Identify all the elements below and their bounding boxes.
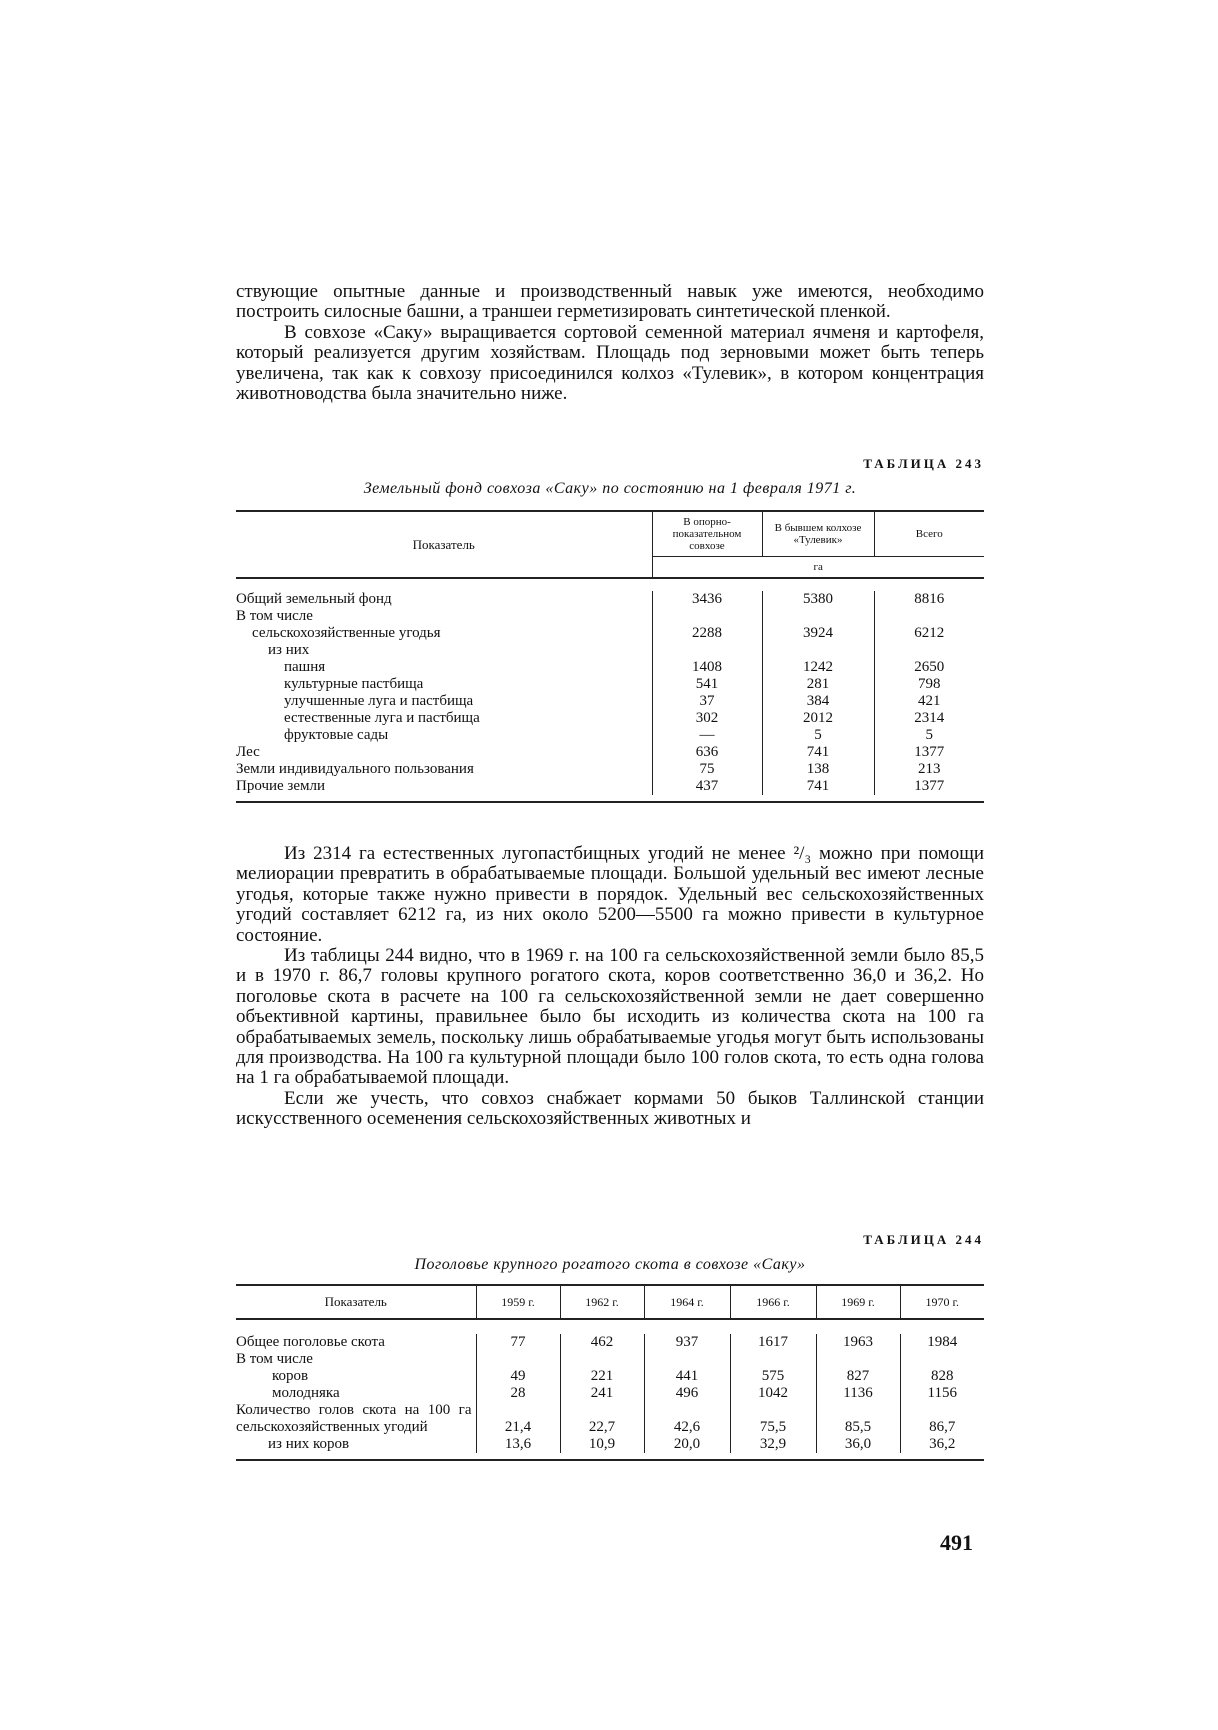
table-cell: 5 [874, 727, 984, 744]
table-cell: 636 [652, 744, 762, 761]
table-cell: 8816 [874, 591, 984, 608]
column-header: Показатель [324, 1294, 387, 1309]
table-cell: 1408 [652, 659, 762, 676]
table-cell: 28 [476, 1385, 560, 1402]
column-header: 1969 г. [816, 1285, 900, 1319]
table-cell: 302 [652, 710, 762, 727]
row-label: Земли индивидуального пользования [236, 761, 474, 777]
table-cell: 541 [652, 676, 762, 693]
table-cell: 741 [762, 744, 874, 761]
table-cell [762, 608, 874, 625]
row-label: из них коров [268, 1436, 350, 1452]
table-cell: — [652, 727, 762, 744]
table-cell: 462 [560, 1334, 644, 1351]
table-cell: 42,6 [644, 1402, 730, 1436]
table-row [236, 1436, 984, 1453]
table-cell [730, 1351, 816, 1368]
table-caption: Земельный фонд совхоза «Саку» по состоянию на 1 февраля 1971 г. [363, 480, 857, 497]
row-label: Прочие земли [236, 778, 326, 794]
table-cell [874, 608, 984, 625]
table-cell [560, 1351, 644, 1368]
table-cell: 213 [874, 761, 984, 778]
unit-header: га [652, 557, 984, 579]
column-header: 1959 г. [476, 1285, 560, 1319]
table-cell: 77 [476, 1334, 560, 1351]
page-number: 491 [940, 1530, 973, 1555]
table-body [236, 1334, 984, 1453]
table-cell [762, 642, 874, 659]
row-label: фруктовые сады [284, 727, 389, 743]
table-cell: 20,0 [644, 1436, 730, 1453]
table-cell: 437 [652, 778, 762, 795]
column-header: 1962 г. [560, 1285, 644, 1319]
row-label: культурные пастбища [284, 676, 424, 692]
table-cell: 13,6 [476, 1436, 560, 1453]
table-cell: 937 [644, 1334, 730, 1351]
table-cell: 1377 [874, 778, 984, 795]
table-cell: 49 [476, 1368, 560, 1385]
column-header: 1966 г. [730, 1285, 816, 1319]
table-caption: Поголовье крупного рогатого скота в совхозе «Саку» [414, 1256, 806, 1273]
table-row [236, 1334, 984, 1351]
table-cell: 75,5 [730, 1402, 816, 1436]
table-243-block [236, 456, 984, 803]
table-cell: 86,7 [900, 1402, 984, 1436]
row-label: коров [272, 1368, 309, 1384]
row-label: сельскохозяйственные угодья [252, 625, 441, 641]
land-fund-table [236, 510, 984, 803]
table-cell: 2288 [652, 625, 762, 642]
text-block-top [236, 282, 984, 404]
table-header-row [236, 1285, 984, 1319]
table-row [236, 676, 984, 693]
table-row [236, 642, 984, 659]
column-header: В опорно-показательном совхозе [652, 511, 762, 557]
paragraph: Из 2314 га естественных лугопастбищных угодий не менее ²/₃ можно при помощи мелиорации превратить в обрабатываемые площади. Большой удельный вес имеют лесные угодья, которые также нужно привести в порядок. Удельный вес сельскохозяйственных угодий составляет 6212 га, из них около 5200—5500 га можно привести в культурное состояние. [236, 843, 984, 946]
table-cell: 1242 [762, 659, 874, 676]
row-label: улучшенные луга и пастбища [284, 693, 474, 709]
table-cell: 3924 [762, 625, 874, 642]
table-cell: 1042 [730, 1385, 816, 1402]
table-cell: 827 [816, 1368, 900, 1385]
table-row [236, 625, 984, 642]
cattle-table [236, 1284, 984, 1461]
table-cell: 3436 [652, 591, 762, 608]
table-cell: 21,4 [476, 1402, 560, 1436]
row-label: молодняка [272, 1385, 340, 1401]
table-row [236, 693, 984, 710]
table-row [236, 778, 984, 795]
table-cell [644, 1351, 730, 1368]
table-cell: 421 [874, 693, 984, 710]
table-row [236, 761, 984, 778]
row-label: Лес [236, 744, 260, 760]
table-cell: 5380 [762, 591, 874, 608]
row-label: из них [268, 642, 310, 658]
table-cell: 496 [644, 1385, 730, 1402]
row-label: Общий земельный фонд [236, 591, 392, 607]
text-block-mid [236, 844, 984, 1130]
paragraph: ствующие опытные данные и производственный навык уже имеются, необходимо построить силосные башни, а траншеи герметизировать синтетической пленкой. [236, 281, 984, 323]
table-row [236, 1385, 984, 1402]
table-cell: 1377 [874, 744, 984, 761]
table-label: ТАБЛИЦА 243 [863, 456, 984, 471]
table-cell: 6212 [874, 625, 984, 642]
table-row [236, 710, 984, 727]
table-cell: 241 [560, 1385, 644, 1402]
row-label: пашня [284, 659, 326, 675]
table-cell: 441 [644, 1368, 730, 1385]
table-cell: 1963 [816, 1334, 900, 1351]
table-cell: 828 [900, 1368, 984, 1385]
table-cell: 36,0 [816, 1436, 900, 1453]
row-label: Общее поголовье скота [236, 1334, 385, 1350]
table-label: ТАБЛИЦА 244 [863, 1232, 984, 1247]
table-cell: 1984 [900, 1334, 984, 1351]
table-cell: 37 [652, 693, 762, 710]
table-cell: 384 [762, 693, 874, 710]
row-label: В том числе [236, 1351, 313, 1367]
table-cell: 1617 [730, 1334, 816, 1351]
paragraph: В совхозе «Саку» выращивается сортовой семенной материал ячменя и картофеля, который реализуется другим хозяйствам. Площадь под зерновыми может быть теперь увеличена, так как к совхозу присоединился колхоз «Тулевик», в котором концентрация животноводства была значительно ниже. [236, 321, 984, 405]
table-row [236, 1402, 984, 1436]
table-row [236, 591, 984, 608]
table-row [236, 1368, 984, 1385]
table-cell: 2314 [874, 710, 984, 727]
table-cell: 85,5 [816, 1402, 900, 1436]
table-cell: 10,9 [560, 1436, 644, 1453]
table-body [236, 591, 984, 795]
table-cell [816, 1351, 900, 1368]
table-row [236, 1351, 984, 1368]
table-cell [874, 642, 984, 659]
table-cell [652, 608, 762, 625]
table-cell: 75 [652, 761, 762, 778]
column-header: 1970 г. [900, 1285, 984, 1319]
table-244-block [236, 1232, 984, 1461]
row-label: Количество голов скота на 100 га сельскохозяйственных угодий [236, 1402, 472, 1435]
paragraph: Если же учесть, что совхоз снабжает кормами 50 быков Таллинской станции искусственного осеменения сельскохозяйственных животных и [236, 1087, 984, 1130]
paragraph: Из таблицы 244 видно, что в 1969 г. на 100 га сельскохозяйственной земли было 85,5 и в 1970 г. 86,7 головы крупного рогатого скота, коров соответственно 36,0 и 36,2. Но поголовье скота в расчете на 100 га сельскохозяйственной земли не дает совершенно объективной картины, правильнее было бы исходить из количества скота на 100 га обрабатываемых земель, поскольку лишь обрабатываемые угодья могут быть использованы для производства. На 100 га культурной площади было 100 голов скота, то есть одна голова на 1 га обрабатываемой площади. [236, 945, 984, 1089]
table-cell: 798 [874, 676, 984, 693]
table-cell: 138 [762, 761, 874, 778]
table-cell: 741 [762, 778, 874, 795]
table-cell: 1136 [816, 1385, 900, 1402]
table-cell: 36,2 [900, 1436, 984, 1453]
table-cell: 221 [560, 1368, 644, 1385]
table-cell: 281 [762, 676, 874, 693]
table-cell: 1156 [900, 1385, 984, 1402]
table-cell: 2650 [874, 659, 984, 676]
column-header: Всего [874, 511, 984, 557]
row-label: естественные луга и пастбища [284, 710, 480, 726]
table-cell: 2012 [762, 710, 874, 727]
table-row [236, 608, 984, 625]
table-row [236, 744, 984, 761]
column-header: В бывшем колхозе «Тулевик» [762, 511, 874, 557]
table-cell: 32,9 [730, 1436, 816, 1453]
table-cell: 22,7 [560, 1402, 644, 1436]
table-row [236, 659, 984, 676]
table-cell: 575 [730, 1368, 816, 1385]
row-label: В том числе [236, 608, 313, 624]
table-cell [652, 642, 762, 659]
table-cell: 5 [762, 727, 874, 744]
column-header: 1964 г. [644, 1285, 730, 1319]
table-row [236, 727, 984, 744]
table-cell [476, 1351, 560, 1368]
column-header: Показатель [236, 511, 652, 578]
table-cell [900, 1351, 984, 1368]
